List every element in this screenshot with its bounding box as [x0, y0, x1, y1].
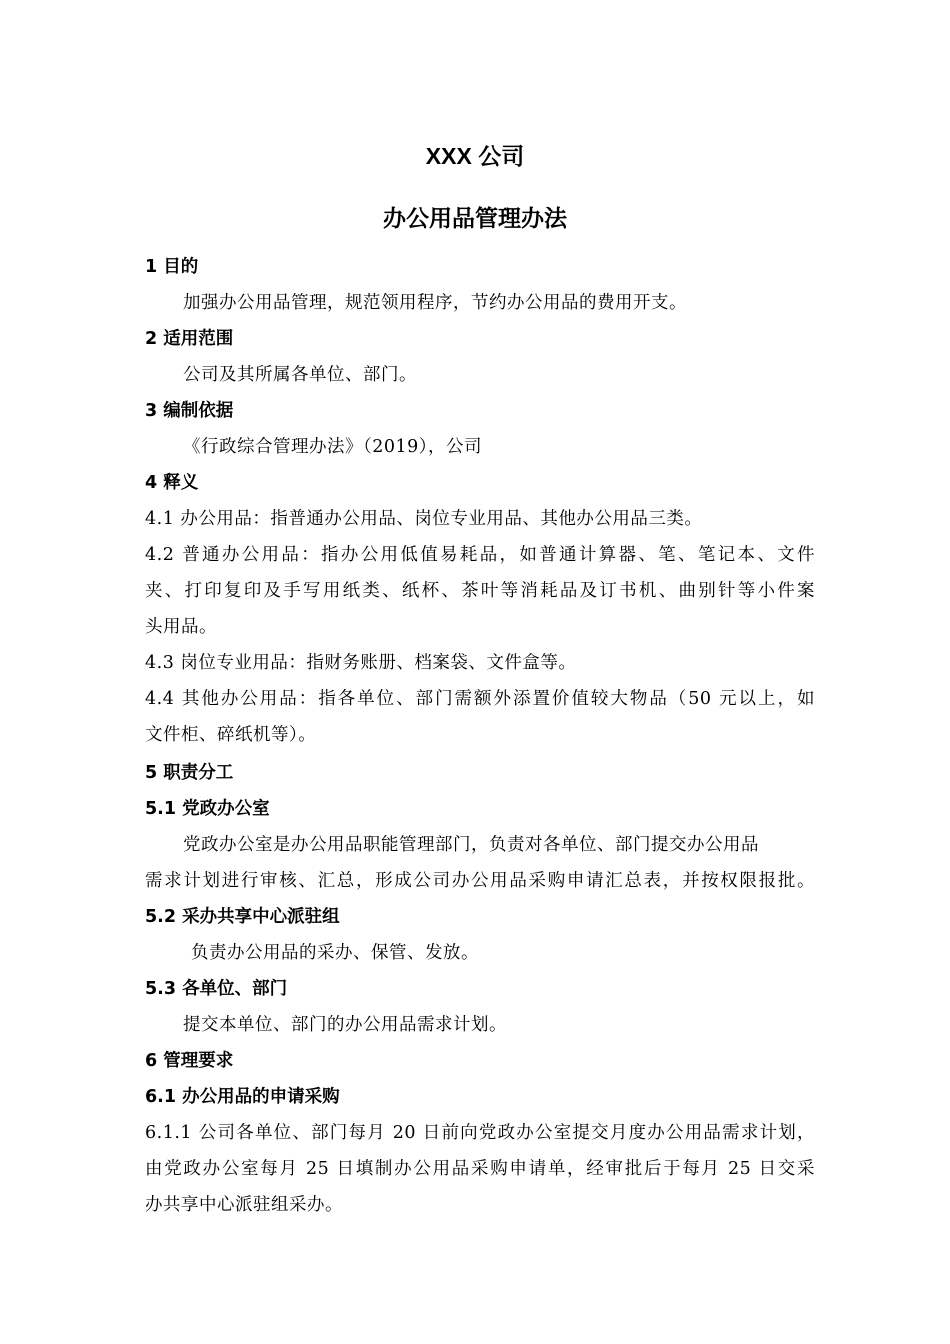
- definition-4-3: 4.3 岗位专业用品：指财务账册、档案袋、文件盒等。: [145, 653, 577, 673]
- definition-4-4-line-2: 文件柜、碎纸机等）。: [145, 725, 317, 745]
- company-title: XXX 公司: [425, 143, 525, 169]
- section-heading-basis: 3 编制依据: [145, 401, 234, 421]
- section-heading-responsibilities: 5 职责分工: [145, 763, 234, 783]
- subsection-heading-5-2: 5.2 采办共享中心派驻组: [145, 907, 340, 927]
- definition-4-4-line-1: 4.4 其他办公用品：指各单位、部门需额外添置价值较大物品（50 元以上，如: [145, 689, 815, 709]
- definition-4-1: 4.1 办公用品：指普通办公用品、岗位专业用品、其他办公用品三类。: [145, 509, 703, 529]
- definition-4-2-line-2: 夹、打印复印及手写用纸类、纸杯、茶叶等消耗品及订书机、曲别针等小件案: [145, 581, 815, 601]
- subsection-heading-6-1: 6.1 办公用品的申请采购: [145, 1087, 340, 1107]
- section-heading-scope: 2 适用范围: [145, 329, 234, 349]
- section-heading-purpose: 1 目的: [145, 257, 199, 277]
- section-heading-definitions: 4 释义: [145, 473, 199, 493]
- paragraph-scope: 公司及其所属各单位、部门。: [183, 365, 417, 385]
- paragraph-5-1-line-2: 需求计划进行审核、汇总，形成公司办公用品采购申请汇总表，并按权限报批。: [145, 871, 815, 891]
- section-heading-requirements: 6 管理要求: [145, 1051, 234, 1071]
- paragraph-purpose: 加强办公用品管理，规范领用程序，节约办公用品的费用开支。: [183, 293, 687, 313]
- definition-4-2-line-3: 头用品。: [145, 617, 217, 637]
- paragraph-6-1-1-line-3: 办共享中心派驻组采办。: [145, 1195, 343, 1215]
- paragraph-6-1-1-line-1: 6.1.1 公司各单位、部门每月 20 日前向党政办公室提交月度办公用品需求计划，: [145, 1123, 815, 1143]
- paragraph-6-1-1-line-2: 由党政办公室每月 25 日填制办公用品采购申请单，经审批后于每月 25 日交采: [145, 1159, 815, 1179]
- paragraph-basis: 《行政综合管理办法》（2019），公司: [183, 437, 483, 457]
- definition-4-2-line-1: 4.2 普通办公用品：指办公用低值易耗品，如普通计算器、笔、笔记本、文件: [145, 545, 815, 565]
- paragraph-5-3: 提交本单位、部门的办公用品需求计划。: [183, 1015, 507, 1035]
- paragraph-5-2: 负责办公用品的采办、保管、发放。: [191, 943, 479, 963]
- subsection-heading-5-1: 5.1 党政办公室: [145, 799, 270, 819]
- subsection-heading-5-3: 5.3 各单位、部门: [145, 979, 288, 999]
- paragraph-5-1-line-1: 党政办公室是办公用品职能管理部门，负责对各单位、部门提交办公用品: [183, 835, 759, 855]
- document-title: 办公用品管理办法: [383, 205, 567, 231]
